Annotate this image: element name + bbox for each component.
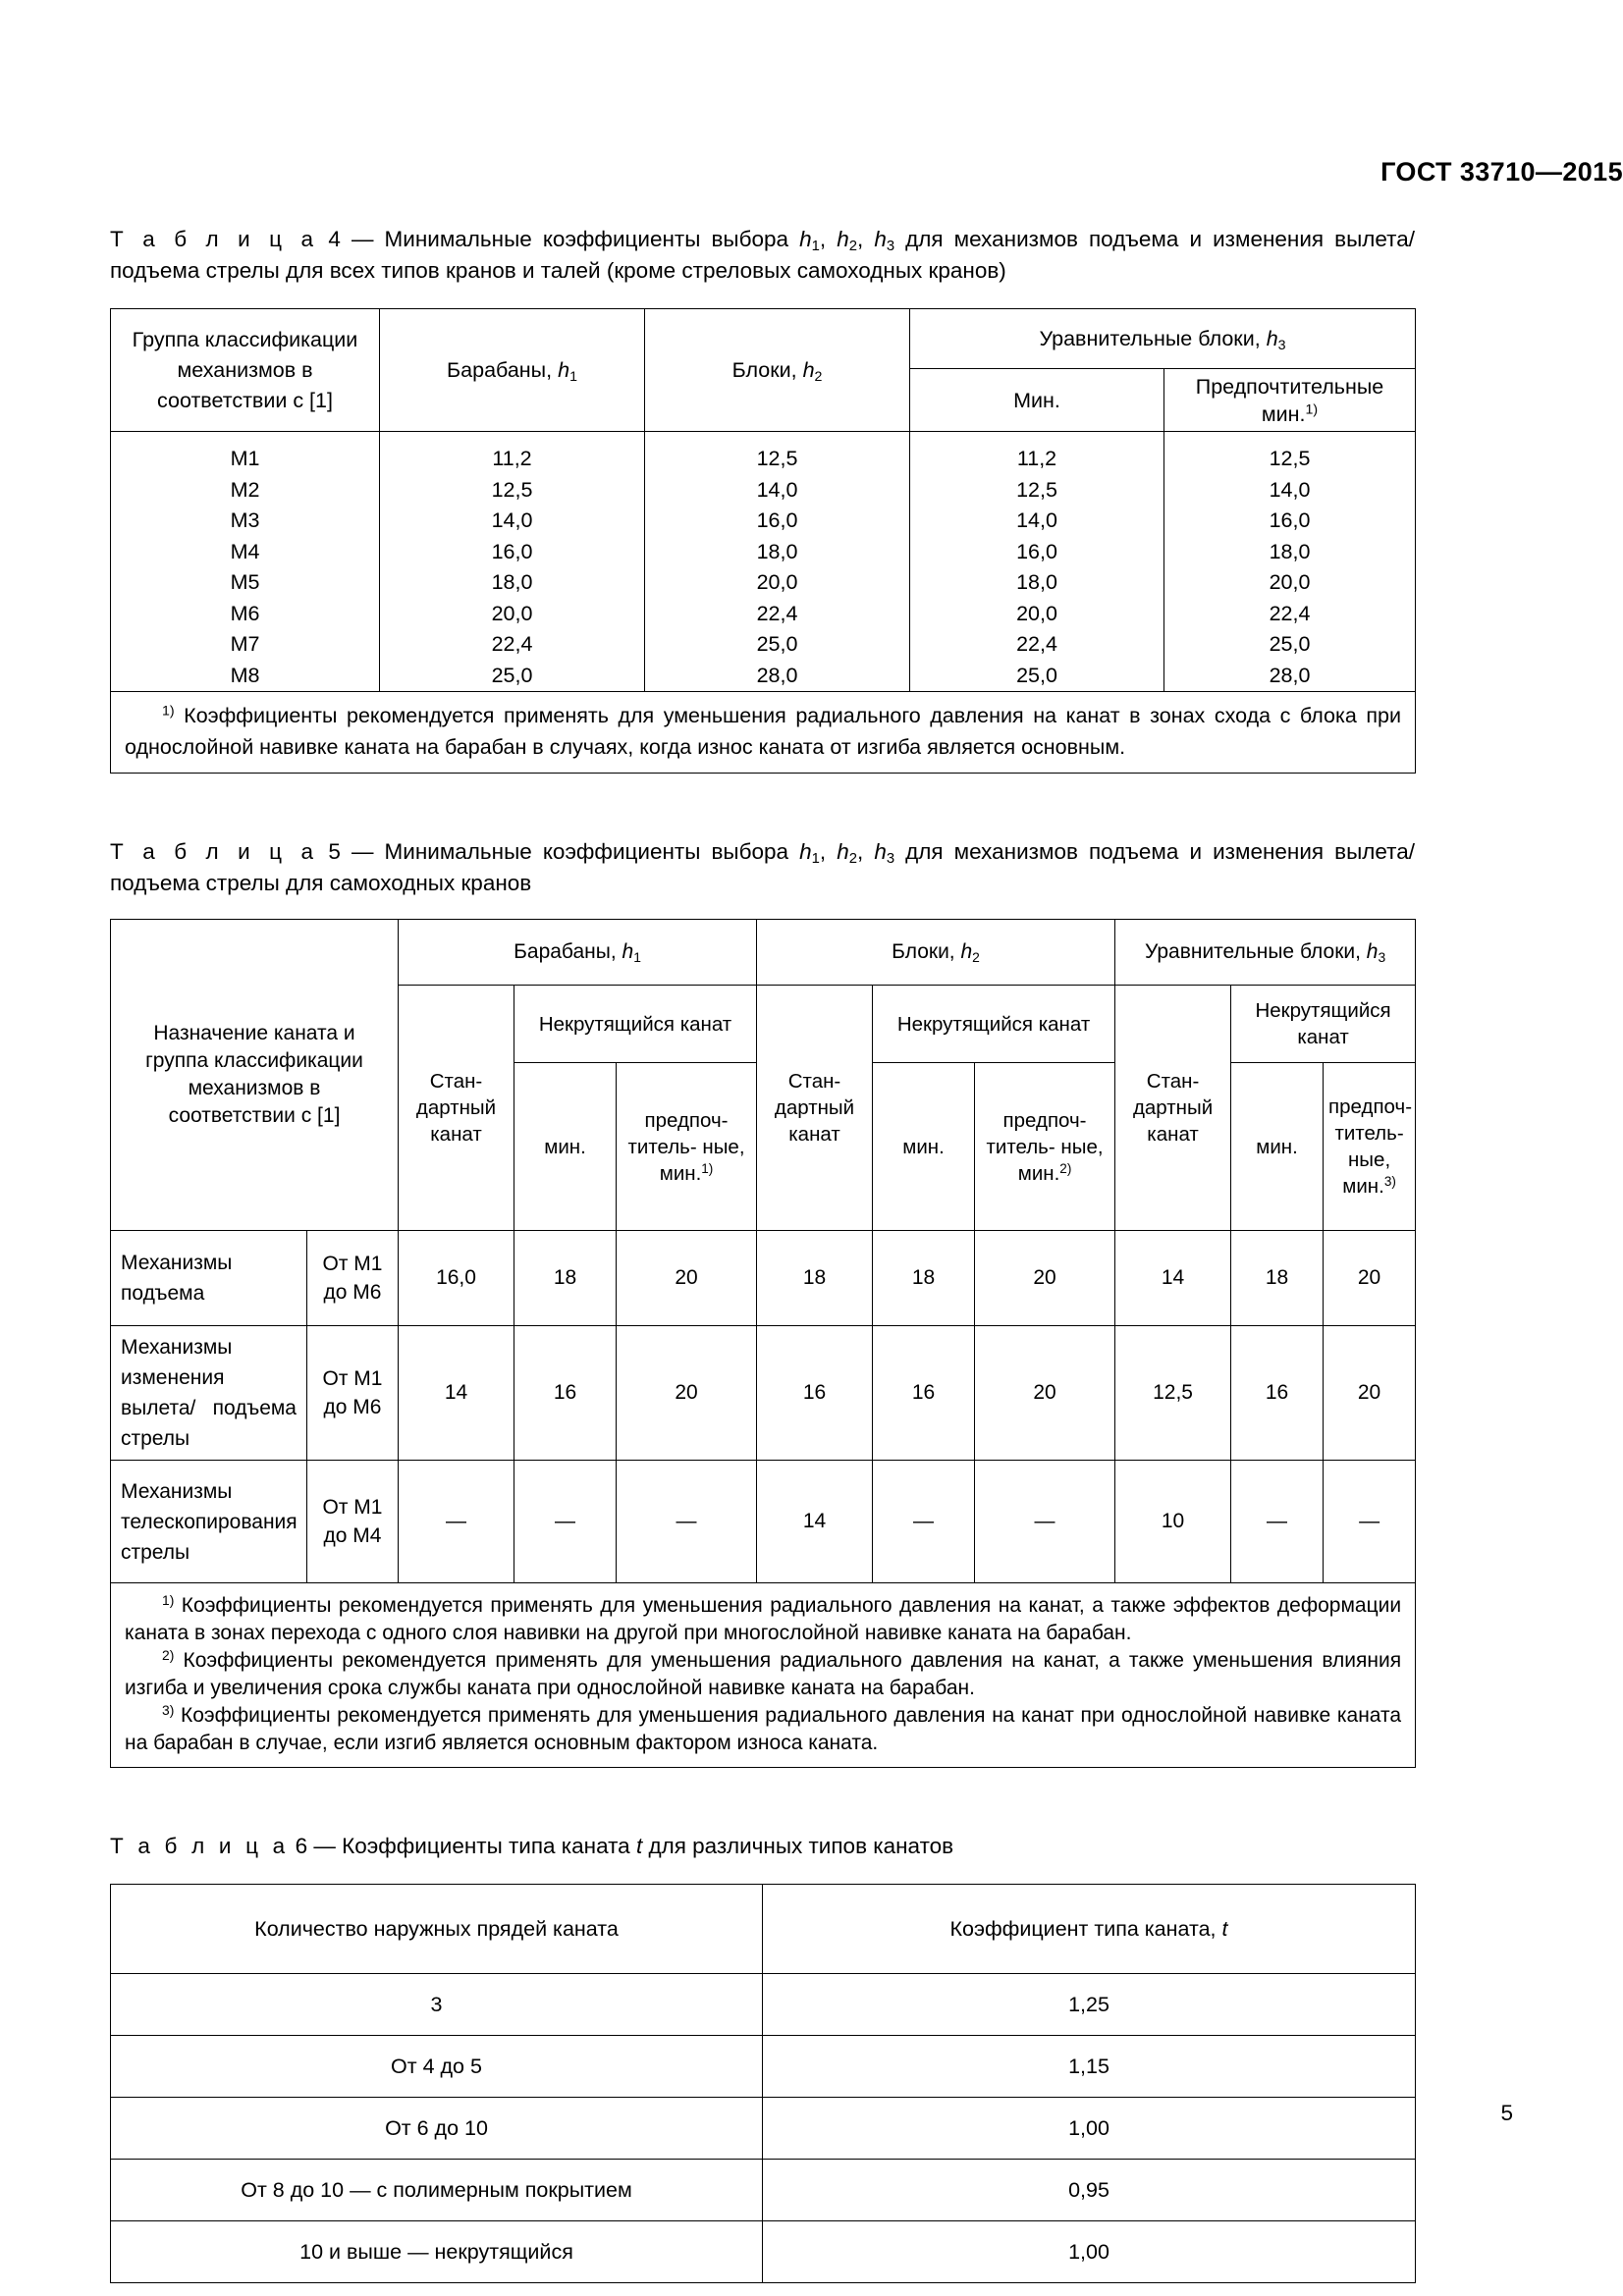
table4-cell-blocks: 14,0 [645, 475, 910, 507]
table5-cell: 16 [873, 1326, 975, 1461]
table6-caption-text-a: Коэффициенты типа каната [342, 1834, 636, 1858]
table6-header-strands: Количество наружных прядей каната [111, 1885, 763, 1974]
table4-cell-blocks: 16,0 [645, 506, 910, 537]
table6-cell-strands: 10 и выше — некрутящийся [111, 2221, 763, 2283]
table4-body [111, 432, 1416, 774]
table4-cell-eq-min: 14,0 [910, 506, 1164, 537]
table5 [110, 919, 1416, 1768]
table4 [110, 308, 1416, 774]
table5-header-standard-rope-blocks: Стан- дартный канат [757, 986, 873, 1231]
table6-cell-strands: 3 [111, 1974, 763, 2036]
table5-header-min-equalizer: мин. [1231, 1063, 1324, 1231]
table4-caption-sep1: , [819, 227, 838, 251]
table5-header-min-blocks: мин. [873, 1063, 975, 1231]
table4-header-group: Группа классификации механизмов в соответствии с [1] [111, 309, 380, 432]
table5-caption-text-a: Минимальные коэффициенты выбора [384, 839, 800, 864]
table-row [111, 661, 1416, 692]
table4-cell-eq-pref: 14,0 [1164, 475, 1416, 507]
table4-cell-eq-min: 12,5 [910, 475, 1164, 507]
table5-cell: 20 [975, 1326, 1115, 1461]
table5-note-1: $^{1)}$ Коэффициенты рекомендуется применять для уменьшения радиального давления на канат, а также эффектов деформации каната в зонах перехода с одного слоя навивки на другой при многослойной навивке каната на барабан. [125, 1591, 1402, 1644]
table4-header-eq-preferred: Предпочтительные мин.$^{1)}$ [1164, 369, 1416, 432]
table4-caption-text-b: для механизмов подъема и изменения вылета/ подъема стрелы для всех типов кранов и талей (кроме стреловых самоходных кранов) [110, 227, 1415, 283]
table5-row-name: Механизмы подъема [111, 1231, 307, 1326]
table4-cell-group: M1 [111, 432, 380, 475]
table5-cell: 18 [873, 1231, 975, 1326]
table4-caption [110, 224, 1415, 287]
table4-cell-eq-pref: 18,0 [1164, 537, 1416, 568]
table5-cell: 16,0 [399, 1231, 514, 1326]
table5-cell: — [399, 1461, 514, 1583]
table4-cell-drums: 14,0 [380, 506, 645, 537]
table5-caption: Т а б л и ц а 5 — Минимальные коэффициенты выбора $h_1$, $h_2$, $h_3$ для механизмов подъема и изменения вылета/ подъема стрелы для самоходных кранов [110, 839, 1415, 895]
table4-caption-h2-sub: 2 [848, 239, 857, 255]
table6-cell-coefficient: 1,25 [763, 1974, 1416, 2036]
table6-caption-label: Т а б л и ц а [110, 1834, 290, 1858]
table5-header-nonrotating-equalizer: Некрутящийся канат [1231, 986, 1416, 1063]
table-row [111, 1974, 1416, 2036]
table5-header-equalizer: Уравнительные блоки, $h_3$ [1115, 920, 1416, 986]
table4-cell-group: M6 [111, 599, 380, 630]
table5-header-standard-rope-drums: Стан- дартный канат [399, 986, 514, 1231]
table5-cell: 14 [1115, 1231, 1231, 1326]
table4-note-row [111, 692, 1416, 774]
table4-header-equalizer: Уравнительные блоки, $h_3$ [910, 309, 1416, 369]
table-row [111, 506, 1416, 537]
table4-cell-group: M8 [111, 661, 380, 692]
table4-cell-eq-min: 20,0 [910, 599, 1164, 630]
table5-cell: 16 [757, 1326, 873, 1461]
table5-header-min-drums: мин. [514, 1063, 617, 1231]
table4-caption-h3: h [874, 227, 887, 251]
table5-caption-dash: — [351, 839, 374, 864]
table6-caption-dash: — [313, 1834, 336, 1858]
table4-cell-blocks: 25,0 [645, 629, 910, 661]
table4-cell-eq-min: 22,4 [910, 629, 1164, 661]
table5-header-nonrotating-blocks: Некрутящийся канат [873, 986, 1115, 1063]
table6-cell-coefficient: 1,00 [763, 2098, 1416, 2160]
table4-cell-drums: 22,4 [380, 629, 645, 661]
table4-cell-eq-min: 18,0 [910, 567, 1164, 599]
table6-cell-coefficient: 0,95 [763, 2160, 1416, 2221]
table-row [111, 2098, 1416, 2160]
table4-caption-label: Т а б л и ц а [110, 227, 318, 251]
table5-header-preferred-equalizer: предпоч- титель- ные, мин.$^{3)}$ [1324, 1063, 1416, 1231]
table6-cell-coefficient: 1,15 [763, 2036, 1416, 2098]
table4-cell-group: M4 [111, 537, 380, 568]
table6-header-row [111, 1885, 1416, 1974]
table5-caption-text-b: для механизмов подъема и изменения вылета/ подъема стрелы для самоходных кранов [110, 839, 1415, 895]
table-row [111, 537, 1416, 568]
table-row [111, 432, 1416, 475]
table6-cell-strands: От 8 до 10 — с полимерным покрытием [111, 2160, 763, 2221]
table4-caption-h1: h [799, 227, 812, 251]
table5-note-2: $^{2)}$ Коэффициенты рекомендуется применять для уменьшения радиального давления на канат, а также уменьшения влияния изгиба и увеличения срока службы каната при однослойной навивке каната на барабан. [125, 1646, 1402, 1699]
table5-cell: 20 [617, 1231, 757, 1326]
table4-caption-sep2: , [856, 227, 875, 251]
table4-caption-h1-sub: 1 [811, 239, 820, 255]
table4-cell-group: M7 [111, 629, 380, 661]
table4-caption-h2: h [837, 227, 849, 251]
table5-row-name: Механизмы изменения вылета/ подъема стрелы [111, 1326, 307, 1461]
table6 [110, 1884, 1416, 2283]
table4-cell-group: M5 [111, 567, 380, 599]
table5-caption-label: Т а б л и ц а [110, 839, 318, 864]
table6-header-coefficient: Коэффициент типа каната, t [763, 1885, 1416, 1974]
table4-note-text: Коэффициенты рекомендуется применять для уменьшения радиального давления на канат в зонах схода с блока при однослойной навивке каната на барабан в случаях, когда износ каната от изгиба является основным. [125, 704, 1401, 759]
page-number: 5 [1500, 2101, 1513, 2125]
table5-cell: 20 [975, 1231, 1115, 1326]
table4-header-row-1 [111, 309, 1416, 369]
table5-note-3: $^{3)}$ Коэффициенты рекомендуется применять для уменьшения радиального давления на канат при однослойной навивке каната на барабан в случае, если изгиб является основным фактором износа каната. [125, 1701, 1402, 1754]
table4-header-eq-min: Мин. [910, 369, 1164, 432]
table4-cell-blocks: 20,0 [645, 567, 910, 599]
table5-row-group: От М1 до М6 [307, 1326, 399, 1461]
table4-note-marker: 1) [162, 703, 175, 720]
table5-cell: 16 [514, 1326, 617, 1461]
table4-caption-number: 4 [328, 227, 341, 251]
table4-cell-blocks: 18,0 [645, 537, 910, 568]
table4-cell-eq-pref: 16,0 [1164, 506, 1416, 537]
table4-cell-eq-min: 25,0 [910, 661, 1164, 692]
table4-cell-drums: 25,0 [380, 661, 645, 692]
table5-cell: 20 [617, 1326, 757, 1461]
table6-cell-strands: От 4 до 5 [111, 2036, 763, 2098]
table5-notes-row [111, 1583, 1416, 1768]
table-row [111, 475, 1416, 507]
table4-header-blocks: Блоки, $h_2$ [645, 309, 910, 432]
page-content [110, 0, 1415, 2283]
table-row [111, 629, 1416, 661]
table5-cell: 18 [514, 1231, 617, 1326]
table4-cell-eq-min: 16,0 [910, 537, 1164, 568]
table5-caption-number: 5 [328, 839, 341, 864]
table-row [111, 1231, 1416, 1326]
table-row [111, 567, 1416, 599]
table-row [111, 599, 1416, 630]
table4-cell-eq-pref: 20,0 [1164, 567, 1416, 599]
table4-cell-eq-pref: 12,5 [1164, 432, 1416, 475]
table5-header-blocks: Блоки, $h_2$ [757, 920, 1115, 986]
table5-notes [111, 1583, 1416, 1768]
table5-cell: 18 [757, 1231, 873, 1326]
table4-cell-drums: 16,0 [380, 537, 645, 568]
table5-header-preferred-drums: предпоч- титель- ные, мин.$^{1)}$ [617, 1063, 757, 1231]
table5-cell: 14 [399, 1326, 514, 1461]
table5-header-standard-rope-equalizer: Стан- дартный канат [1115, 986, 1231, 1231]
table4-cell-drums: 20,0 [380, 599, 645, 630]
table6-cell-coefficient: 1,00 [763, 2221, 1416, 2283]
table6-caption-number: 6 [295, 1834, 308, 1858]
table5-row-group: От М1 до М4 [307, 1461, 399, 1583]
table5-header-nonrotating-drums: Некрутящийся канат [514, 986, 757, 1063]
table4-cell-eq-min: 11,2 [910, 432, 1164, 475]
table4-cell-blocks: 22,4 [645, 599, 910, 630]
table4-cell-eq-pref: 25,0 [1164, 629, 1416, 661]
table5-cell: — [873, 1461, 975, 1583]
table6-caption-var: t [635, 1834, 643, 1858]
table6-cell-strands: От 6 до 10 [111, 2098, 763, 2160]
table-row [111, 2036, 1416, 2098]
table5-cell: — [617, 1461, 757, 1583]
table5-cell: — [514, 1461, 617, 1583]
table-row [111, 1461, 1416, 1583]
table5-cell: 12,5 [1115, 1326, 1231, 1461]
table4-cell-blocks: 12,5 [645, 432, 910, 475]
table5-caption-h1: h [799, 839, 812, 864]
table5-cell: 18 [1231, 1231, 1324, 1326]
table4-caption-dash: — [351, 227, 374, 251]
table4-cell-group: M2 [111, 475, 380, 507]
table5-cell: 20 [1324, 1326, 1416, 1461]
table4-cell-group: M3 [111, 506, 380, 537]
table4-note [111, 692, 1416, 774]
table-row [111, 1326, 1416, 1461]
table5-caption-h3: h [874, 839, 887, 864]
table4-cell-eq-pref: 22,4 [1164, 599, 1416, 630]
table4-cell-blocks: 28,0 [645, 661, 910, 692]
table5-row-name: Механизмы телескопирования стрелы [111, 1461, 307, 1583]
table-row [111, 2160, 1416, 2221]
table4-header-drums: Барабаны, $h_1$ [380, 309, 645, 432]
table4-cell-eq-pref: 28,0 [1164, 661, 1416, 692]
table5-cell: — [1231, 1461, 1324, 1583]
table5-cell: 14 [757, 1461, 873, 1583]
table-row [111, 2221, 1416, 2283]
table5-header-preferred-blocks: предпоч- титель- ные, мин.$^{2)}$ [975, 1063, 1115, 1231]
table4-cell-drums: 11,2 [380, 432, 645, 475]
table5-cell: 10 [1115, 1461, 1231, 1583]
table6-caption-text-b: для различных типов канатов [642, 1834, 954, 1858]
table5-cell: 20 [1324, 1231, 1416, 1326]
document-header-standard: ГОСТ 33710—2015 [1380, 157, 1623, 187]
table6-caption [110, 1831, 1415, 1862]
table4-cell-drums: 18,0 [380, 567, 645, 599]
table4-cell-drums: 12,5 [380, 475, 645, 507]
table5-header-row-1 [111, 920, 1416, 986]
table5-cell: 16 [1231, 1326, 1324, 1461]
table5-header-purpose: Назначение каната и группа классификации механизмов в соответствии с [1] [111, 920, 399, 1231]
table4-caption-text-a: Минимальные коэффициенты выбора [384, 227, 800, 251]
table5-caption-h2: h [837, 839, 849, 864]
table5-row-group: От М1 до М6 [307, 1231, 399, 1326]
table5-header-drums: Барабаны, $h_1$ [399, 920, 757, 986]
table4-caption-h3-sub: 3 [886, 239, 895, 255]
table5-cell: — [975, 1461, 1115, 1583]
table5-cell: — [1324, 1461, 1416, 1583]
